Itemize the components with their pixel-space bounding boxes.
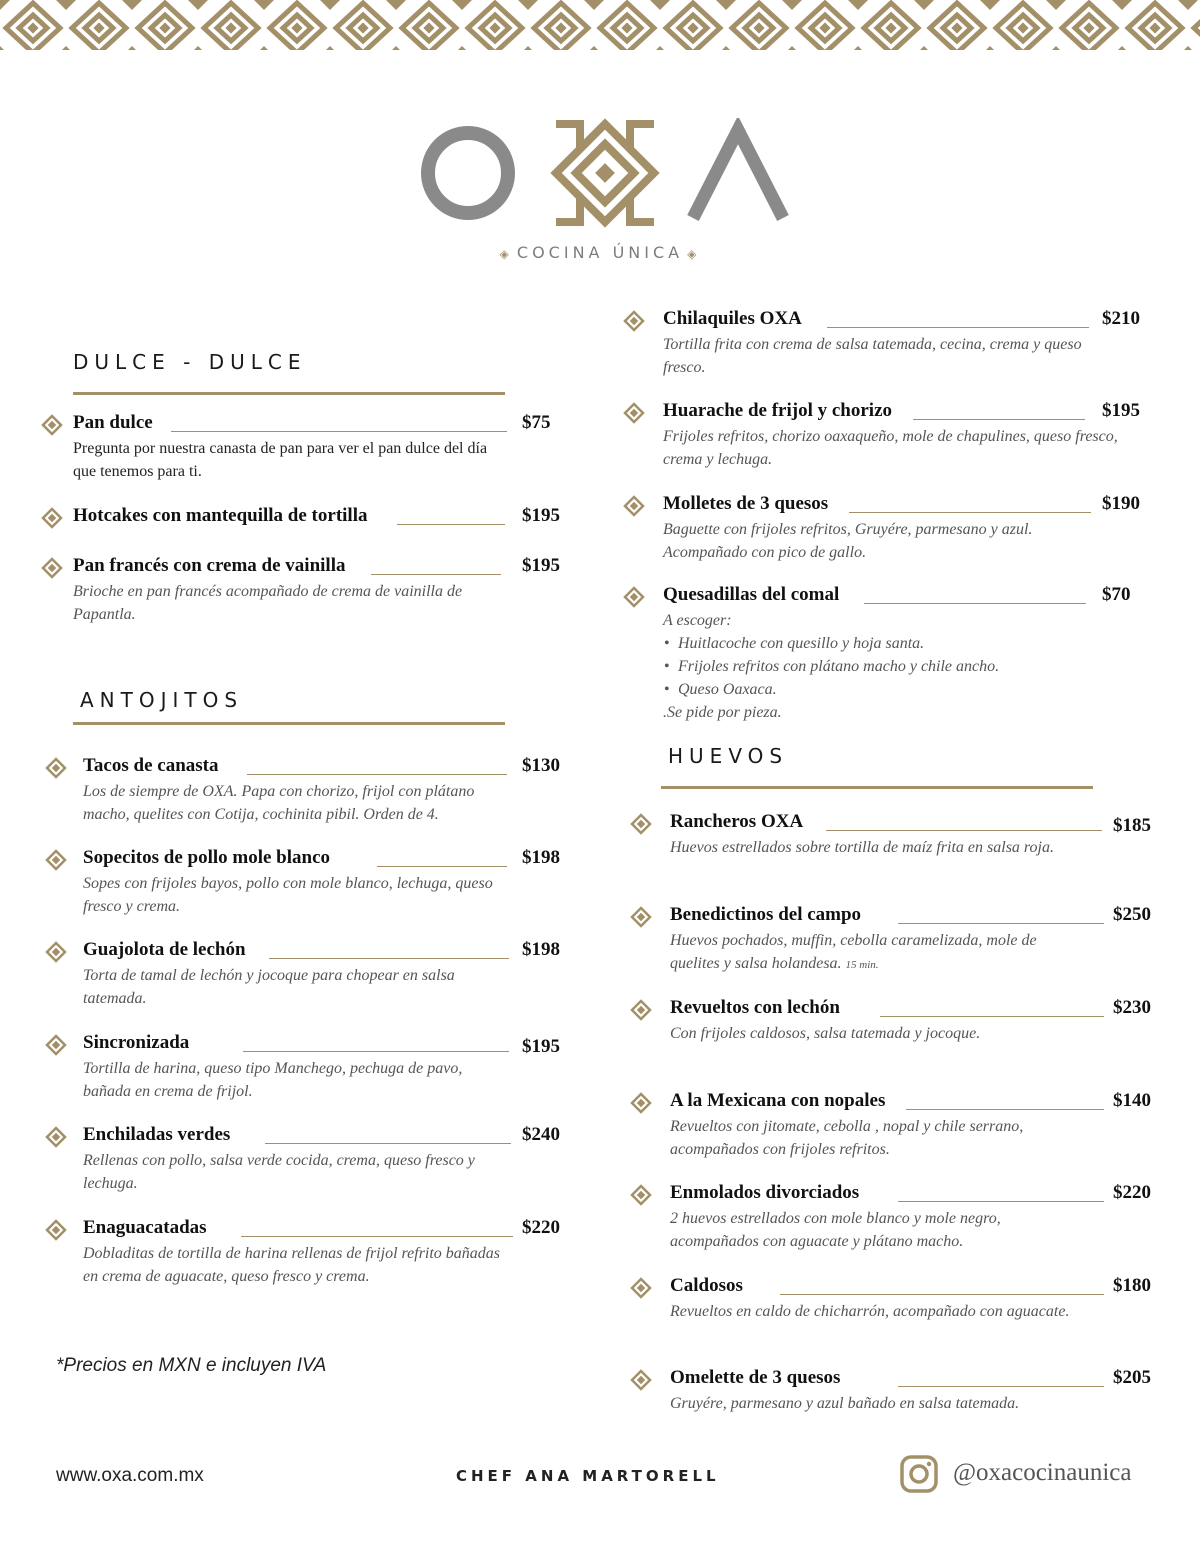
- section-title-huevos: HUEVOS: [668, 744, 789, 768]
- menu-item: [630, 811, 1160, 886]
- item-name: Huarache de frijol y chorizo: [663, 400, 893, 421]
- item-price: $190: [1102, 493, 1140, 514]
- menu-item: [623, 493, 1153, 568]
- diamond-icon: ◈: [499, 247, 513, 261]
- menu-item: [45, 755, 570, 830]
- item-description: [663, 609, 1123, 724]
- item-price: $140: [1113, 1090, 1151, 1111]
- item-description: Dobladitas de tortilla de harina rellenas de frijol refrito bañadas en crema de aguacate, queso fresco y crema.: [83, 1245, 501, 1285]
- leader-line: [243, 1051, 509, 1052]
- diamond-icon: ◈: [687, 247, 701, 261]
- item-price: $250: [1113, 904, 1151, 925]
- item-price: $130: [522, 755, 560, 776]
- section-divider: [73, 722, 505, 725]
- item-price: $180: [1113, 1275, 1151, 1296]
- menu-item: [630, 904, 1160, 979]
- leader-line: [171, 431, 507, 432]
- diamond-bullet-icon: [45, 1034, 67, 1056]
- diamond-bullet-icon: [45, 1219, 67, 1241]
- item-description: Torta de tamal de lechón y jocoque para chopear en salsa tatemada.: [83, 967, 455, 1007]
- item-name: Rancheros OXA: [670, 811, 804, 832]
- item-description: Huevos estrellados sobre tortilla de maíz frita en salsa roja.: [670, 839, 1054, 856]
- leader-line: [827, 327, 1089, 328]
- item-name: Hotcakes con mantequilla de tortilla: [73, 505, 368, 526]
- leader-line: [913, 419, 1085, 420]
- options-intro: A escoger:: [663, 612, 732, 629]
- item-price: $220: [522, 1217, 560, 1238]
- item-name: Tacos de canasta: [83, 755, 219, 776]
- item-description: Revueltos en caldo de chicharrón, acompañado con aguacate.: [670, 1303, 1070, 1320]
- diamond-bullet-icon: [630, 1369, 652, 1391]
- menu-item: [630, 1367, 1160, 1417]
- item-price: $75: [522, 412, 551, 433]
- section-divider: [73, 392, 505, 395]
- item-description: Tortilla frita con crema de salsa tatemada, cecina, crema y queso fresco.: [663, 336, 1082, 376]
- item-description-text: Huevos pochados, muffin, cebolla caramelizada, mole de quelites y salsa holandesa.: [670, 932, 1037, 972]
- item-description: Gruyére, parmesano y azul bañado en salsa tatemada.: [670, 1395, 1020, 1412]
- menu-item: [630, 1275, 1160, 1350]
- menu-item: [630, 1090, 1160, 1165]
- item-name: Omelette de 3 quesos: [670, 1367, 841, 1388]
- section-title-dulce: DULCE - DULCE: [73, 350, 307, 374]
- menu-item: [630, 1182, 1160, 1257]
- item-price: $70: [1102, 584, 1131, 605]
- leader-line: [377, 866, 507, 867]
- leader-line: [247, 774, 507, 775]
- diamond-bullet-icon: [623, 586, 645, 608]
- diamond-bullet-icon: [623, 402, 645, 424]
- leader-line: [269, 958, 509, 959]
- leader-line: [880, 1016, 1104, 1017]
- leader-line: [898, 1386, 1104, 1387]
- menu-item: [45, 1217, 570, 1292]
- instagram-handle[interactable]: @oxacocinaunica: [953, 1459, 1132, 1486]
- item-description: Con frijoles caldosos, salsa tatemada y jocoque.: [670, 1025, 981, 1042]
- item-name: Pan francés con crema de vainilla: [73, 555, 346, 576]
- diamond-bullet-icon: [45, 757, 67, 779]
- menu-item: [41, 505, 566, 535]
- item-description: Revueltos con jitomate, cebolla , nopal y chile serrano, acompañados con frijoles refritos.: [670, 1118, 1024, 1158]
- option-item: • Huitlacoche con quesillo y hoja santa.: [678, 632, 1123, 655]
- item-name: Molletes de 3 quesos: [663, 493, 829, 514]
- menu-item: [45, 939, 570, 1014]
- diamond-bullet-icon: [45, 1126, 67, 1148]
- diamond-bullet-icon: [45, 849, 67, 871]
- item-description: Baguette con frijoles refritos, Gruyére, parmesano y azul. Acompañado con pico de gallo.: [663, 521, 1033, 561]
- diamond-bullet-icon: [630, 813, 652, 835]
- website-link[interactable]: www.oxa.com.mx: [56, 1465, 204, 1486]
- item-description: [670, 929, 1090, 977]
- item-name: Sopecitos de pollo mole blanco: [83, 847, 331, 868]
- item-description: Rellenas con pollo, salsa verde cocida, crema, queso fresco y lechuga.: [83, 1152, 475, 1192]
- menu-item-quesadillas: [623, 584, 1153, 724]
- item-description: Pregunta por nuestra canasta de pan para ver el pan dulce del día que tenemos para ti.: [73, 440, 488, 480]
- tagline: [0, 243, 1200, 262]
- leader-line: [849, 512, 1091, 513]
- item-price: $195: [522, 1036, 560, 1057]
- item-name: A la Mexicana con nopales: [670, 1090, 886, 1111]
- item-name: Caldosos: [670, 1275, 743, 1296]
- price-footnote: *Precios en MXN e incluyen IVA: [56, 1355, 327, 1376]
- diamond-bullet-icon: [41, 557, 63, 579]
- item-price: $195: [522, 555, 560, 576]
- item-description: Sopes con frijoles bayos, pollo con mole blanco, lechuga, queso fresco y crema.: [83, 875, 493, 915]
- menu-item: [45, 847, 570, 922]
- diamond-bullet-icon: [623, 495, 645, 517]
- menu-item: [41, 555, 566, 630]
- menu-item: [45, 1032, 570, 1107]
- chef-credit: CHEF ANA MARTORELL: [456, 1467, 720, 1485]
- item-price: $210: [1102, 308, 1140, 329]
- diamond-bullet-icon: [630, 1277, 652, 1299]
- leader-line: [397, 524, 505, 525]
- section-title-antojitos: ANTOJITOS: [80, 688, 244, 712]
- item-price: $230: [1113, 997, 1151, 1018]
- item-price: $220: [1113, 1182, 1151, 1203]
- item-description: Tortilla de harina, queso tipo Manchego, pechuga de pavo, bañada en crema de frijol.: [83, 1060, 463, 1100]
- diamond-bullet-icon: [41, 414, 63, 436]
- diamond-bullet-icon: [630, 1092, 652, 1114]
- leader-line: [241, 1236, 513, 1237]
- item-price: $185: [1113, 815, 1151, 836]
- item-name: Pan dulce: [73, 412, 153, 433]
- diamond-bullet-icon: [630, 906, 652, 928]
- menu-item: [623, 308, 1153, 383]
- leader-line: [898, 1201, 1104, 1202]
- leader-line: [371, 574, 501, 575]
- option-item: • Frijoles refritos con plátano macho y chile ancho.: [678, 655, 1123, 678]
- item-name: Benedictinos del campo: [670, 904, 862, 925]
- item-price: $205: [1113, 1367, 1151, 1388]
- leader-line: [864, 603, 1086, 604]
- menu-item: [41, 412, 566, 492]
- item-description: 2 huevos estrellados con mole blanco y mole negro, acompañados con aguacate y plátano macho.: [670, 1210, 1001, 1250]
- diamond-bullet-icon: [630, 999, 652, 1021]
- leader-line: [780, 1294, 1104, 1295]
- diamond-bullet-icon: [45, 941, 67, 963]
- item-name: Enchiladas verdes: [83, 1124, 231, 1145]
- diamond-bullet-icon: [630, 1184, 652, 1206]
- tagline-text: COCINA ÚNICA: [516, 243, 684, 262]
- diamond-bullet-icon: [623, 310, 645, 332]
- item-description: Brioche en pan francés acompañado de crema de vainilla de Papantla.: [73, 583, 463, 623]
- item-price: $195: [522, 505, 560, 526]
- option-item: • Queso Oaxaca.: [678, 678, 1123, 701]
- leader-line: [826, 830, 1102, 831]
- item-name: Quesadillas del comal: [663, 584, 840, 605]
- item-price: $240: [522, 1124, 560, 1145]
- item-description: Frijoles refritos, chorizo oaxaqueño, mole de chapulines, queso fresco, crema y lechuga.: [663, 428, 1118, 468]
- section-divider: [661, 786, 1093, 789]
- instagram-icon: [900, 1455, 938, 1493]
- menu-item: [623, 400, 1153, 475]
- item-name: Enaguacatadas: [83, 1217, 207, 1238]
- options-outro: .Se pide por pieza.: [663, 704, 782, 721]
- leader-line: [898, 923, 1104, 924]
- leader-line: [265, 1143, 511, 1144]
- item-price: $195: [1102, 400, 1140, 421]
- item-name: Revueltos con lechón: [670, 997, 840, 1018]
- item-name: Sincronizada: [83, 1032, 190, 1053]
- item-name: Enmolados divorciados: [670, 1182, 860, 1203]
- options-list: [663, 632, 1123, 701]
- item-name: Guajolota de lechón: [83, 939, 246, 960]
- menu-item: [630, 997, 1160, 1072]
- item-price: $198: [522, 847, 560, 868]
- oxa-logo: [420, 118, 790, 228]
- item-price: $198: [522, 939, 560, 960]
- prep-time-note: 15 min.: [845, 959, 879, 971]
- decorative-border-pattern: [0, 0, 1200, 56]
- item-description: Los de siempre de OXA. Papa con chorizo, frijol con plátano macho, quelites con Cotija, cochinita pibil. Orden de 4.: [83, 783, 475, 823]
- menu-item: [45, 1124, 570, 1199]
- item-name: Chilaquiles OXA: [663, 308, 802, 329]
- diamond-bullet-icon: [41, 507, 63, 529]
- leader-line: [906, 1109, 1104, 1110]
